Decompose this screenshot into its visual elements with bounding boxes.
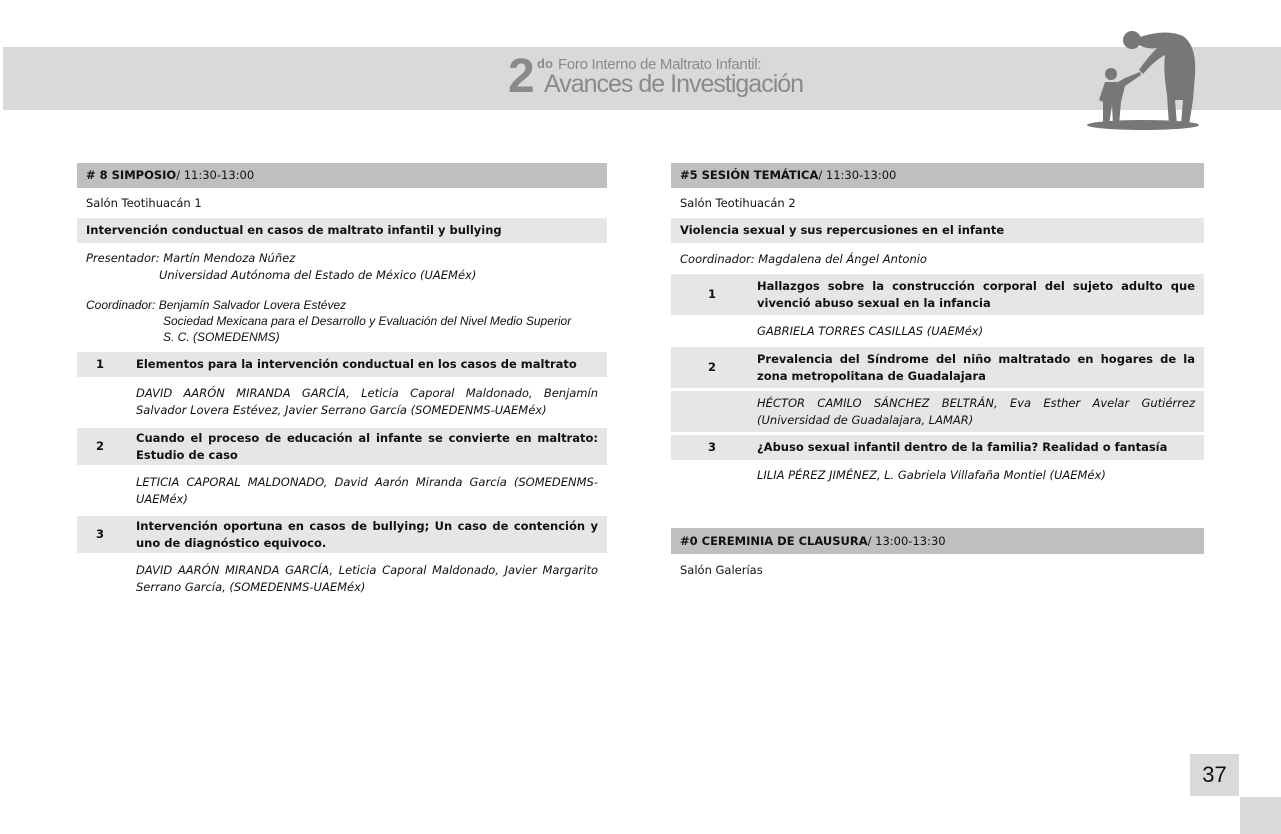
session-id: #5 SESIÓN TEMÁTICA (680, 168, 819, 182)
session-header-left (77, 163, 607, 188)
item-row (77, 352, 607, 377)
authors-row (671, 463, 1204, 488)
closing-room: Salón Galerías (680, 562, 763, 577)
session-title: Intervención conductual en casos de maltrato infantil y bullying (77, 218, 607, 243)
corner-block (1240, 797, 1281, 834)
item-title: ¿Abuso sexual infantil dentro de la familia? Realidad o fantasía (757, 440, 1168, 454)
item-number: 2 (708, 360, 717, 374)
item-row (671, 274, 1204, 315)
coordinator-affiliation: Sociedad Mexicana para el Desarrollo y Evaluación del Nivel Medio Superior (163, 314, 572, 328)
session-id: # 8 SIMPOSIO (86, 168, 177, 182)
logo-number: 2 (508, 50, 535, 103)
adult-child-silhouette-icon (1085, 30, 1205, 130)
item-authors: DAVID AARÓN MIRANDA GARCÍA, Leticia Caporal Maldonado, Benjamín Salvador Lovera Estévez, Javier Serrano García (SOMEDENMS-UAEMéx) (136, 385, 598, 417)
authors-row (77, 383, 607, 420)
presenter-name: Martín Mendoza Núñez (163, 251, 296, 265)
item-authors: DAVID AARÓN MIRANDA GARCÍA, Leticia Caporal Maldonado, Javier Margarito Serrano García, (SOMEDENMS-UAEMéx) (136, 562, 598, 594)
closing-id: #0 CEREMINIA DE CLAUSURA (680, 533, 868, 548)
item-authors: LETICIA CAPORAL MALDONADO, David Aarón Miranda García (SOMEDENMS-UAEMéx) (136, 474, 598, 506)
page-number: 37 (1190, 754, 1239, 796)
authors-row (671, 391, 1204, 432)
presenter-label: Presentador: (86, 251, 160, 265)
room: Salón Teotihuacán 2 (680, 195, 796, 210)
closing-time: / 13:00-13:30 (867, 533, 946, 548)
authors-row (77, 560, 607, 597)
session-header-right (671, 163, 1204, 188)
item-row (77, 516, 607, 553)
item-number: 2 (96, 439, 105, 453)
item-authors: HÉCTOR CAMILO SÁNCHEZ BELTRÁN, Eva Esther Avelar Gutiérrez (Universidad de Guadalajara, LAMAR) (757, 395, 1195, 427)
item-number: 3 (96, 527, 105, 541)
room: Salón Teotihuacán 1 (86, 195, 202, 210)
logo-line1: Foro Interno de Maltrato Infantil: (558, 56, 762, 73)
item-row (77, 428, 607, 465)
item-row (671, 435, 1204, 460)
item-title: Elementos para la intervención conductual en los casos de maltrato (136, 357, 577, 371)
coordinator-name: Benjamín Salvador Lovera Estévez (158, 298, 347, 312)
authors-row (671, 320, 1204, 343)
coordinator (77, 296, 607, 346)
item-number: 1 (96, 357, 105, 371)
item-authors: GABRIELA TORRES CASILLAS (UAEMéx) (757, 324, 984, 338)
coordinator-affiliation-2: S. C. (SOMEDENMS) (163, 330, 280, 344)
item-title: Intervención oportuna en casos de bullying; Un caso de contención y uno de diagnóstico equivoco. (136, 518, 598, 550)
item-number: 3 (708, 440, 717, 454)
presenter (77, 249, 607, 287)
item-title: Cuando el proceso de educación al infante se convierte en maltrato: Estudio de caso (136, 430, 598, 462)
logo-line2: Avances de Investigación (544, 70, 804, 98)
session-time: / 11:30-13:00 (818, 168, 897, 182)
presenter-affiliation: Universidad Autónoma del Estado de México (UAEMéx) (159, 268, 477, 282)
item-title: Hallazgos sobre la construcción corporal del sujeto adulto que vivenció abuso sexual en la infancia (757, 278, 1195, 310)
item-authors: LILIA PÉREZ JIMÉNEZ, L. Gabriela Villafaña Montiel (UAEMéx) (757, 468, 1106, 482)
coordinator: Coordinador: Magdalena del Ángel Antonio (680, 251, 927, 266)
closing-header (671, 528, 1204, 554)
session-title: Violencia sexual y sus repercusiones en el infante (671, 218, 1204, 243)
logo-sup: do (537, 56, 553, 71)
authors-row (77, 472, 607, 509)
item-number: 1 (708, 287, 717, 301)
session-time: / 11:30-13:00 (176, 168, 255, 182)
item-title: Prevalencia del Síndrome del niño maltratado en hogares de la zona metropolitana de Guadalajara (757, 351, 1195, 383)
item-row (671, 347, 1204, 388)
coordinator-label: Coordinador: (86, 298, 156, 312)
